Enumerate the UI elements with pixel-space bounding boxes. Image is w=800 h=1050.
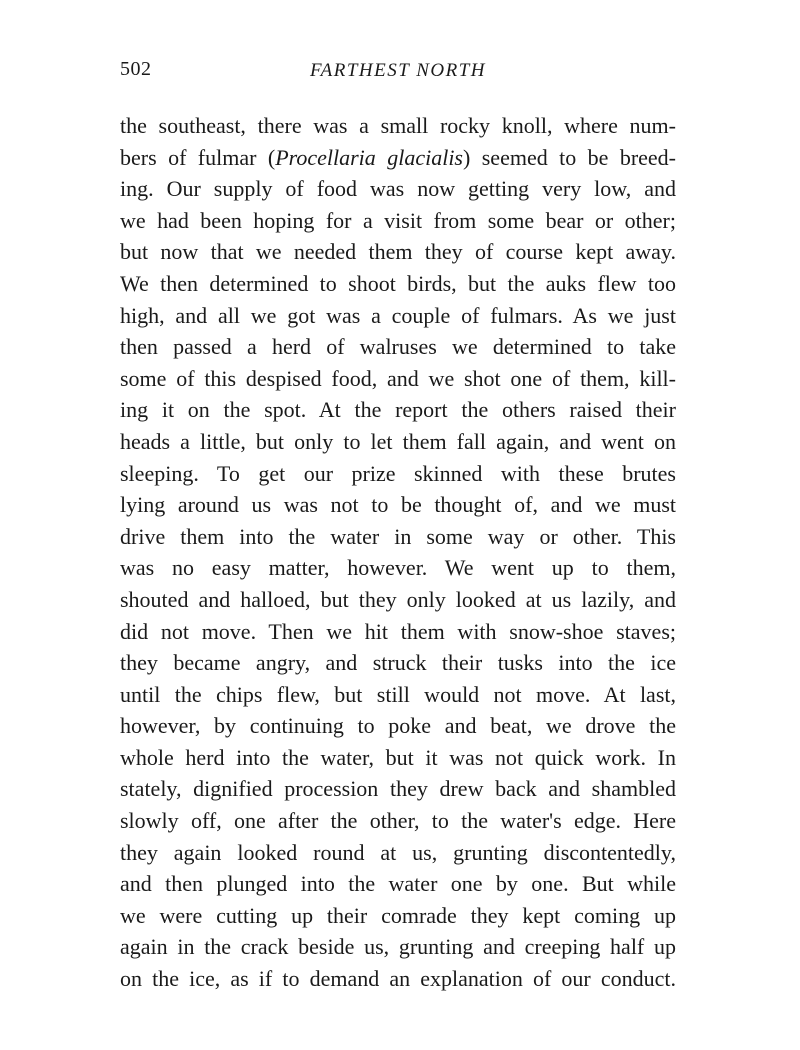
text-line: again in the crack beside us, grunting and creeping half up	[120, 934, 676, 960]
text-line: but now that we needed them they of course kept away.	[120, 239, 676, 265]
text-line: some of this despised food, and we shot one of them, kill-	[120, 365, 676, 391]
text-line: and then plunged into the water one by one. But while	[120, 871, 676, 897]
text-line: was no easy matter, however. We went up to them,	[120, 555, 676, 581]
text-line: however, by continuing to poke and beat, we drove the	[120, 713, 676, 739]
text-line: until the chips flew, but still would not move. At last,	[120, 681, 676, 707]
text-line: lying around us was not to be thought of, and we must	[120, 492, 676, 518]
text-line: shouted and halloed, but they only looked at us lazily, and	[120, 586, 676, 612]
text-line: the southeast, there was a small rocky knoll, where num-	[120, 113, 676, 138]
text-line: sleeping. To get our prize skinned with these brutes	[120, 460, 676, 486]
text-line: drive them into the water in some way or other. This	[120, 523, 676, 549]
text-line: they again looked round at us, grunting discontentedly,	[120, 839, 676, 865]
text-line: slowly off, one after the other, to the water's edge. Here	[120, 808, 676, 834]
text-line: we had been hoping for a visit from some bear or other;	[120, 207, 676, 233]
species-name: Procellaria glacialis	[275, 144, 463, 170]
text-line: heads a little, but only to let them fall again, and went on	[120, 428, 676, 454]
text-line: ing it on the spot. At the report the others raised their	[120, 397, 676, 423]
body-text	[120, 110, 676, 995]
text-line: stately, dignified procession they drew back and shambled	[120, 776, 676, 802]
page-number: 502	[120, 58, 152, 80]
text-line: then passed a herd of walruses we determined to take	[120, 334, 676, 360]
text-line: ing. Our supply of food was now getting very low, and	[120, 176, 676, 202]
text-line: We then determined to shoot birds, but the auks flew too	[120, 270, 676, 296]
running-head: FARTHEST NORTH	[309, 60, 487, 81]
text-line	[120, 142, 676, 174]
text-line: on the ice, as if to demand an explanation of our conduct.	[120, 966, 676, 992]
page-header	[120, 58, 676, 88]
text-segment: bers of fulmar (	[120, 144, 276, 170]
text-line: did not move. Then we hit them with snow-shoe staves;	[120, 618, 676, 644]
text-line: they became angry, and struck their tusks into the ice	[120, 650, 676, 676]
text-line: whole herd into the water, but it was not quick work. In	[120, 744, 676, 770]
text-line: we were cutting up their comrade they kept coming up	[120, 902, 676, 928]
text-line: high, and all we got was a couple of fulmars. As we just	[120, 302, 676, 328]
text-segment: ) seemed to be breed-	[463, 144, 677, 170]
